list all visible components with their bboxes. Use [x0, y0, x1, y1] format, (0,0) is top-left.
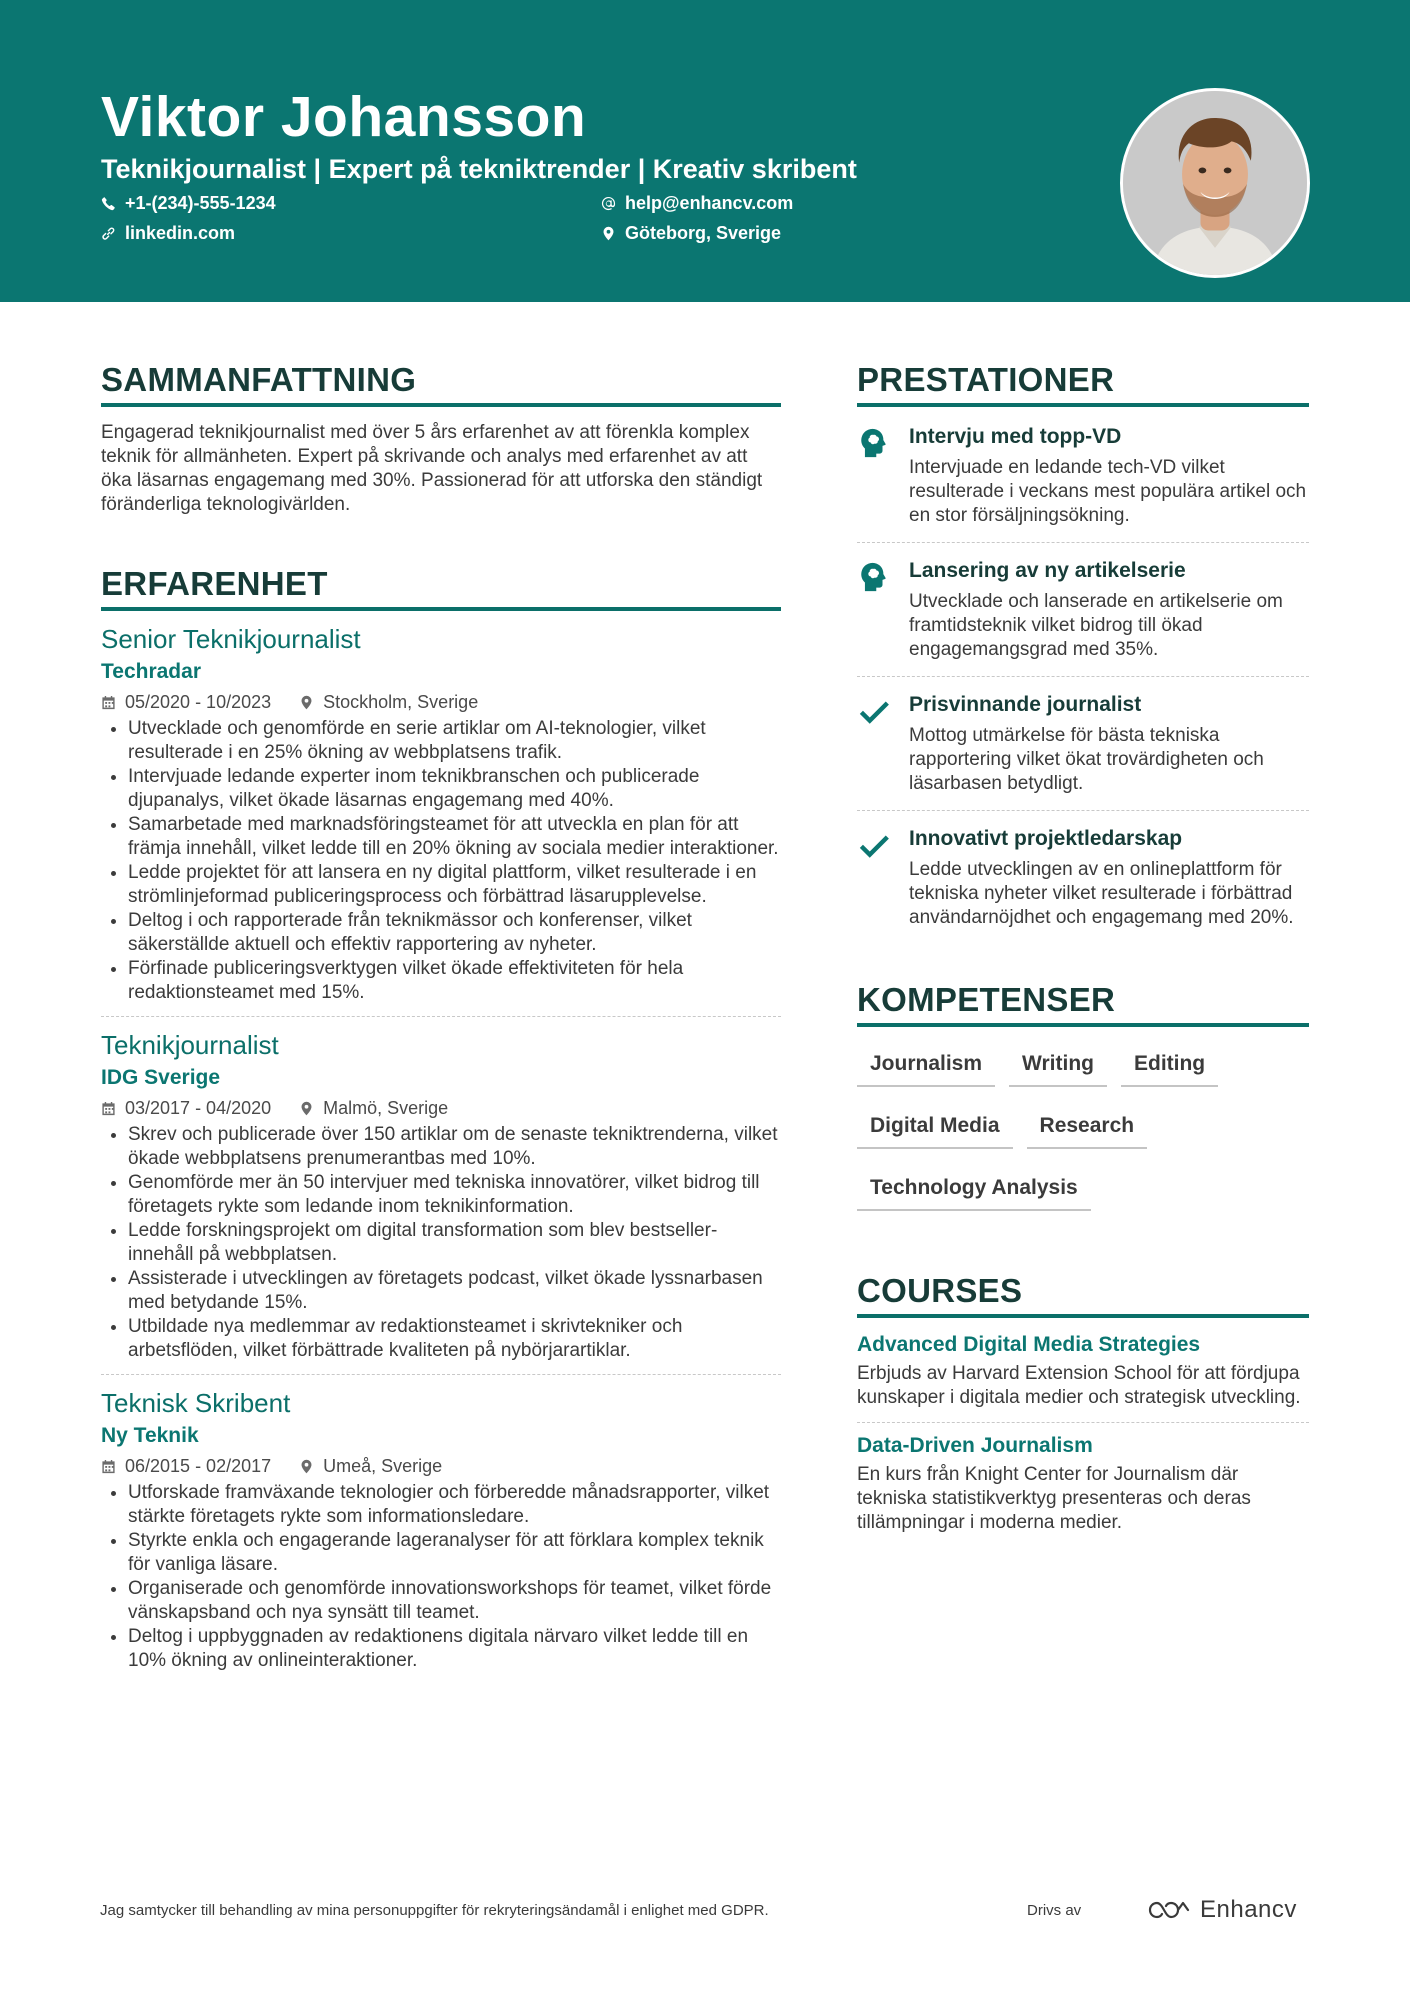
course-desc: En kurs från Knight Center for Journalism där tekniska statistikverktyg presenteras och deras tillämpningar i moderna medier.: [857, 1464, 1251, 1533]
left-column: [101, 360, 781, 1684]
contact-linkedin[interactable]: [101, 222, 235, 244]
candidate-tagline: Teknikjournalist | Expert på tekniktrender | Kreativ skribent: [101, 154, 857, 184]
location-text: Göteborg, Sverige: [625, 223, 782, 243]
job-bullet: Deltog i och rapporterade från teknikmässor och konferenser, vilket säkerställde aktuell och effektiv rapportering av nyheter.: [101, 909, 781, 957]
job-location: Umeå, Sverige: [323, 1456, 443, 1476]
resume-header: [0, 0, 1410, 302]
job-entry: [101, 1387, 781, 1684]
job-bullet: Assisterade i utvecklingen av företagets podcast, vilket ökade lyssnarbasen med betydande 15%.: [101, 1267, 781, 1315]
courses-list: [857, 1322, 1309, 1547]
summary-text: Engagerad teknikjournalist med över 5 års erfarenhet av att förenkla komplex teknik för allmänheten. Expert på skrivande och analys med erfarenhet av att öka läsarnas engagemang med 30%. Passionerad för att utforska den ständigt föränderliga teknologivärlden.: [101, 422, 763, 515]
location-pin-icon: [601, 226, 616, 241]
job-bullet: Utvecklade och genomförde en serie artiklar om AI-teknologier, vilket resulterade i en 25% ökning av webbplatsens trafik.: [101, 717, 781, 765]
course-desc: Erbjuds av Harvard Extension School för att fördjupa kunskaper i digitala medier och strategisk utveckling.: [857, 1363, 1301, 1408]
job-bullet: Förfinade publiceringsverktygen vilket ökade effektiviteten för hela redaktionsteamet med 15%.: [101, 957, 781, 1005]
job-dates: 03/2017 - 04/2020: [125, 1098, 272, 1118]
skill-tag: Research: [1027, 1103, 1148, 1149]
course-title: Data-Driven Journalism: [857, 1434, 1093, 1457]
calendar-icon: [101, 1459, 116, 1474]
achievement-title: Intervju med topp-VD: [909, 425, 1122, 448]
job-bullets: [101, 1123, 781, 1363]
job-title: Senior Teknikjournalist: [101, 624, 361, 654]
email-text: help@enhancv.com: [625, 193, 794, 213]
course-item: [857, 1322, 1309, 1423]
job-location: Malmö, Sverige: [323, 1098, 449, 1118]
check-icon: [857, 694, 891, 728]
enhancv-brand-text: Enhancv: [1200, 1896, 1297, 1923]
summary-heading: SAMMANFATTNING: [101, 360, 781, 407]
location-pin-icon: [299, 1459, 314, 1474]
skill-tag: Editing: [1121, 1041, 1218, 1087]
achievement-item: [857, 677, 1309, 811]
job-bullets: [101, 717, 781, 1005]
head-icon: [857, 560, 891, 594]
courses-heading: COURSES: [857, 1271, 1309, 1318]
avatar: [1120, 88, 1310, 278]
job-bullets: [101, 1481, 781, 1673]
skills-list: [857, 1041, 1309, 1227]
job-title: Teknikjournalist: [101, 1030, 279, 1060]
enhancv-logo-icon: [1146, 1898, 1192, 1922]
job-entry: [101, 1029, 781, 1375]
profile-photo: [1123, 91, 1307, 275]
achievements-heading: PRESTATIONER: [857, 360, 1309, 407]
achievement-desc: Intervjuade en ledande tech-VD vilket resulterade i veckans mest populära artikel och en stor försäljningsökning.: [909, 457, 1307, 526]
phone-icon: [101, 196, 116, 211]
job-meta: [101, 1097, 781, 1119]
achievement-title: Innovativt projektledarskap: [909, 827, 1183, 850]
job-company: Techradar: [101, 660, 201, 683]
check-icon: [857, 828, 891, 862]
contact-email[interactable]: [601, 192, 793, 214]
job-title: Teknisk Skribent: [101, 1388, 291, 1418]
at-icon: [601, 196, 616, 211]
job-bullet: Ledde forskningsprojekt om digital transformation som blev bestseller-innehåll på webbplatsen.: [101, 1219, 781, 1267]
job-bullet: Organiserade och genomförde innovationsworkshops för teamet, vilket förde vänskapsband och nya synsätt till teamet.: [101, 1577, 781, 1625]
skills-heading: KOMPETENSER: [857, 980, 1309, 1027]
achievements-list: [857, 409, 1309, 944]
achievement-item: [857, 543, 1309, 677]
right-column: [857, 360, 1309, 1547]
job-meta: [101, 1455, 781, 1477]
contact-phone[interactable]: [101, 192, 276, 214]
job-bullet: Skrev och publicerade över 150 artiklar om de senaste tekniktrenderna, vilket ökade webbplatsens prenumerantbas med 10%.: [101, 1123, 781, 1171]
calendar-icon: [101, 1101, 116, 1116]
skill-tag: Digital Media: [857, 1103, 1013, 1149]
job-dates: 06/2015 - 02/2017: [125, 1456, 272, 1476]
job-bullet: Utforskade framväxande teknologier och förberedde månadsrapporter, vilket stärkte företagets rykte som informationsledare.: [101, 1481, 781, 1529]
job-bullet: Ledde projektet för att lansera en ny digital plattform, vilket resulterade i en strömlinjeformad publiceringsprocess och förbättrad läsarupplevelse.: [101, 861, 781, 909]
achievement-item: [857, 811, 1309, 944]
achievement-desc: Mottog utmärkelse för bästa tekniska rapportering vilket ökat trovärdigheten och läsarbasen betydligt.: [909, 725, 1264, 794]
experience-heading: ERFARENHET: [101, 564, 781, 611]
contact-location: [601, 222, 781, 244]
job-bullet: Styrkte enkla och engagerande lageranalyser för att förklara komplex teknik för vanliga läsare.: [101, 1529, 781, 1577]
course-title: Advanced Digital Media Strategies: [857, 1333, 1201, 1356]
job-entry: [101, 623, 781, 1017]
candidate-name: Viktor Johansson: [101, 85, 587, 149]
job-bullet: Intervjuade ledande experter inom teknikbranschen och publicerade djupanalys, vilket ökade läsarnas engagemang med 40%.: [101, 765, 781, 813]
job-dates: 05/2020 - 10/2023: [125, 692, 272, 712]
achievement-desc: Ledde utvecklingen av en onlineplattform för tekniska nyheter vilket resulterade i förbättrad användarnöjdhet och engagemang med 20%.: [909, 859, 1294, 928]
job-bullet: Utbildade nya medlemmar av redaktionsteamet i skrivtekniker och arbetsflöden, vilket förbättrade kvaliteten på nybörjarartiklar.: [101, 1315, 781, 1363]
job-company: Ny Teknik: [101, 1424, 199, 1447]
skill-tag: Technology Analysis: [857, 1165, 1091, 1211]
job-bullet: Deltog i uppbyggnaden av redaktionens digitala närvaro vilket ledde till en 10% ökning av onlineinteraktioner.: [101, 1625, 781, 1673]
skill-tag: Journalism: [857, 1041, 995, 1087]
achievement-title: Prisvinnande journalist: [909, 693, 1142, 716]
linkedin-text: linkedin.com: [125, 223, 236, 243]
achievement-title: Lansering av ny artikelserie: [909, 559, 1186, 582]
head-icon: [857, 426, 891, 460]
calendar-icon: [101, 695, 116, 710]
job-company: IDG Sverige: [101, 1066, 221, 1089]
achievement-item: [857, 409, 1309, 543]
job-bullet: Samarbetade med marknadsföringsteamet för att utveckla en plan för att främja innehåll, vilket ledde till en 20% ökning av sociala medier interaktioner.: [101, 813, 781, 861]
job-meta: [101, 691, 781, 713]
phone-text: +1-(234)-555-1234: [125, 193, 276, 213]
achievement-desc: Utvecklade och lanserade en artikelserie om framtidsteknik vilket bidrog till ökad engagemangsgrad med 35%.: [909, 591, 1283, 660]
job-bullet: Genomförde mer än 50 intervjuer med tekniska innovatörer, vilket bidrog till företagets rykte som ledande inom teknikinformation.: [101, 1171, 781, 1219]
job-location: Stockholm, Sverige: [323, 692, 479, 712]
location-pin-icon: [299, 1101, 314, 1116]
gdpr-consent: Jag samtycker till behandling av mina personuppgifter för rekryteringsändamål i enlighet med GDPR.: [100, 1902, 769, 1919]
skill-tag: Writing: [1009, 1041, 1107, 1087]
enhancv-logo[interactable]: [1146, 1896, 1297, 1924]
location-pin-icon: [299, 695, 314, 710]
powered-by-label: Drivs av: [1027, 1902, 1082, 1919]
link-icon: [101, 226, 116, 241]
course-item: [857, 1423, 1309, 1547]
